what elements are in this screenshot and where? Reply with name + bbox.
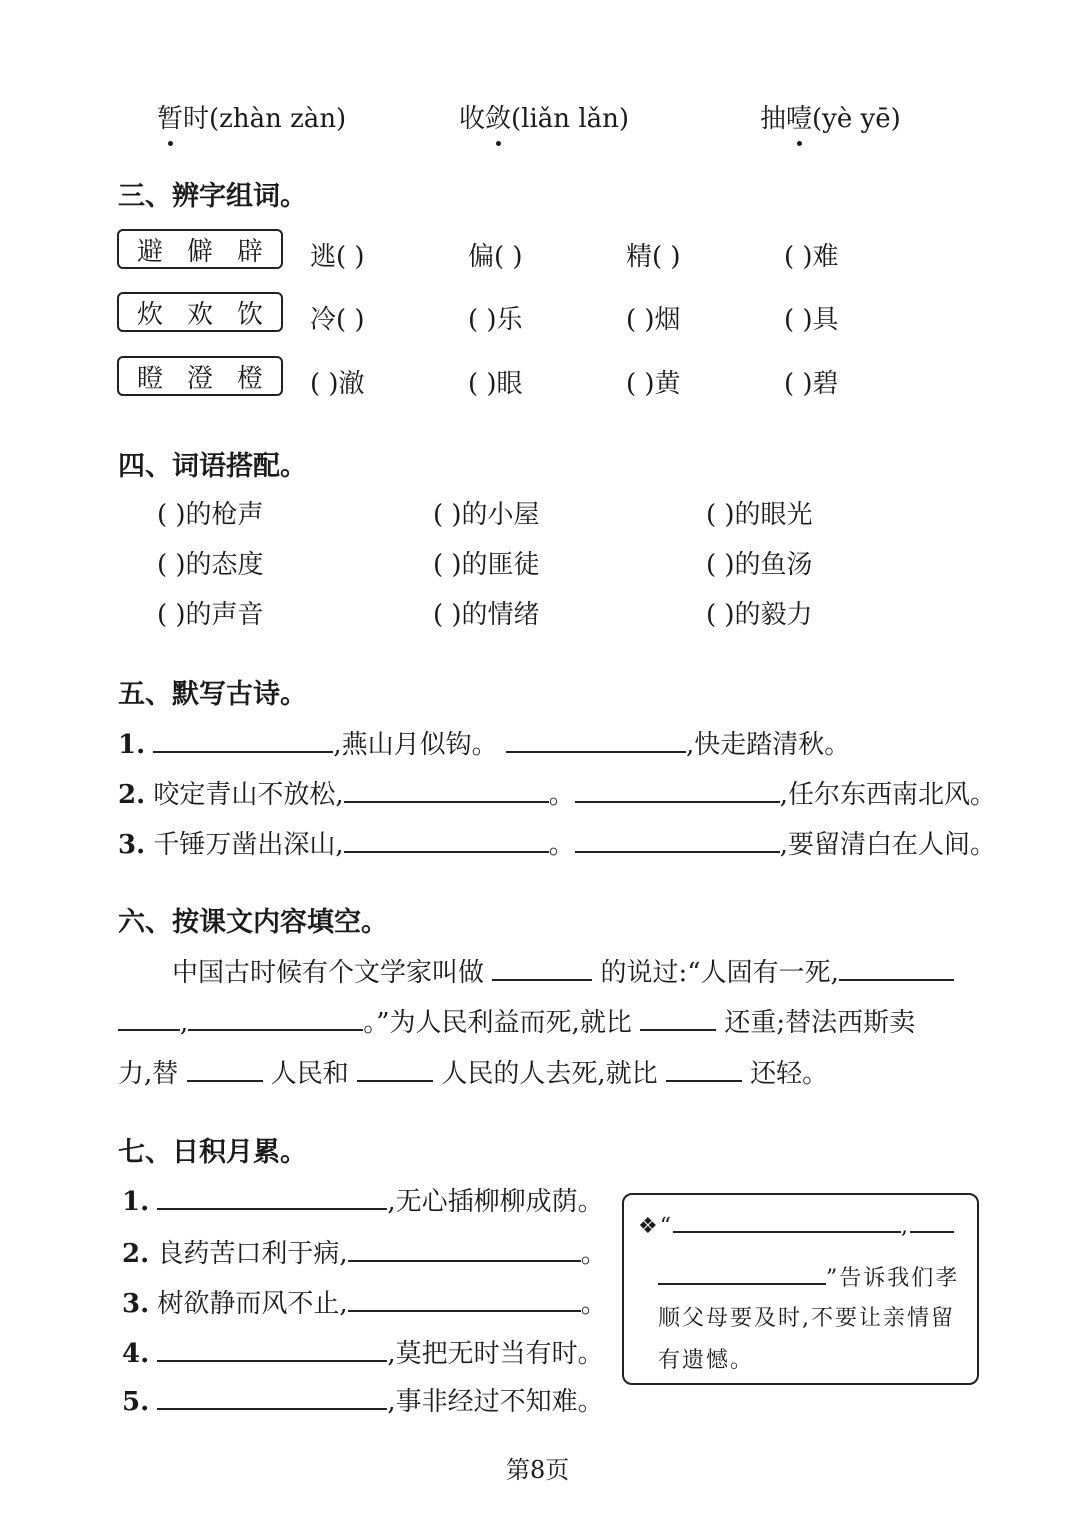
pinyin-item: 暂时(zhàn zàn) <box>157 104 347 134</box>
tip-line-2: ”告诉我们孝 <box>658 1261 959 1292</box>
answer-line[interactable] <box>157 1384 387 1410</box>
answer-line[interactable] <box>575 827 780 853</box>
char-box: 瞪 澄 橙 <box>117 356 283 396</box>
dotted-char: 暂 <box>157 104 184 134</box>
fill-line: , 。”为人民利益而死,就比 还重;替法西斯卖 <box>118 1002 915 1039</box>
dotted-char: 敛 <box>485 104 512 134</box>
poem-line: 2. 咬定青山不放松, 。 ,任尔东西南北风。 <box>118 774 996 811</box>
answer-line[interactable] <box>506 727 686 753</box>
answer-line[interactable] <box>153 727 333 753</box>
word-blank[interactable]: 偏( ) <box>468 242 523 272</box>
word-blank[interactable]: ( )眼 <box>468 369 523 399</box>
collocation-blank[interactable]: ( )的声音 <box>157 600 264 630</box>
section3-heading: 三、辨字组词。 <box>118 181 307 212</box>
collocation-blank[interactable]: ( )的小屋 <box>433 500 540 530</box>
answer-line[interactable] <box>673 1211 901 1233</box>
answer-line[interactable] <box>157 1336 387 1362</box>
answer-line[interactable] <box>575 777 780 803</box>
proverb-line: 4. ,莫把无时当有时。 <box>122 1333 604 1370</box>
answer-line[interactable] <box>344 827 549 853</box>
answer-line[interactable] <box>658 1263 826 1285</box>
answer-line[interactable] <box>188 1005 363 1031</box>
answer-line[interactable] <box>118 1005 180 1031</box>
tip-line-1: ❖“ , <box>638 1211 954 1239</box>
word-blank[interactable]: ( )烟 <box>626 305 681 335</box>
answer-line[interactable] <box>344 777 549 803</box>
word-blank[interactable]: 精( ) <box>626 242 681 272</box>
answer-line[interactable] <box>157 1184 387 1210</box>
word-blank[interactable]: ( )澈 <box>310 369 365 399</box>
word-blank[interactable]: 冷( ) <box>310 305 365 335</box>
pinyin-item: 收敛(liǎn lǎn) <box>459 104 630 134</box>
fill-line: 力,替 人民和 人民的人去死,就比 还轻。 <box>118 1053 828 1090</box>
collocation-blank[interactable]: ( )的匪徒 <box>433 550 540 580</box>
word-blank[interactable]: ( )黄 <box>626 369 681 399</box>
answer-line[interactable] <box>492 955 592 981</box>
tip-line-3: 顺父母要及时,不要让亲情留 <box>658 1306 955 1331</box>
answer-line[interactable] <box>910 1211 954 1233</box>
word-blank[interactable]: ( )难 <box>784 242 839 272</box>
diamond-bullet-icon: ❖“ <box>638 1214 673 1239</box>
dotted-char: 噎 <box>786 104 813 134</box>
answer-line[interactable] <box>187 1056 263 1082</box>
poem-line: 3. 千锤万凿出深山, 。 ,要留清白在人间。 <box>118 824 996 861</box>
word-blank[interactable]: ( )乐 <box>468 305 523 335</box>
collocation-blank[interactable]: ( )的毅力 <box>706 600 813 630</box>
answer-line[interactable] <box>666 1056 742 1082</box>
collocation-blank[interactable]: ( )的态度 <box>157 550 264 580</box>
tip-line-4: 有遗憾。 <box>658 1348 755 1373</box>
section4-heading: 四、词语搭配。 <box>118 451 307 482</box>
word-blank[interactable]: ( )碧 <box>784 369 839 399</box>
section5-heading: 五、默写古诗。 <box>118 679 307 710</box>
word-blank[interactable]: ( )具 <box>784 305 839 335</box>
proverb-line: 3. 树欲静而风不止, 。 <box>122 1283 607 1320</box>
answer-line[interactable] <box>640 1005 716 1031</box>
poem-line: 1. ,燕山月似钩。 ,快走踏清秋。 <box>118 724 850 761</box>
proverb-line: 1. ,无心插柳柳成荫。 <box>122 1181 604 1218</box>
answer-line[interactable] <box>348 1286 581 1312</box>
answer-line[interactable] <box>839 955 954 981</box>
section7-heading: 七、日积月累。 <box>118 1137 307 1168</box>
tip-box <box>622 1193 979 1385</box>
answer-line[interactable] <box>348 1236 581 1262</box>
proverb-line: 5. ,事非经过不知难。 <box>122 1381 604 1418</box>
collocation-blank[interactable]: ( )的情绪 <box>433 600 540 630</box>
answer-line[interactable] <box>357 1056 433 1082</box>
char-box: 炊 欢 饮 <box>117 292 283 332</box>
page-number: 第8页 <box>506 1456 570 1484</box>
collocation-blank[interactable]: ( )的鱼汤 <box>706 550 813 580</box>
collocation-blank[interactable]: ( )的眼光 <box>706 500 813 530</box>
proverb-line: 2. 良药苦口利于病, 。 <box>122 1233 607 1270</box>
char-box: 避 僻 辟 <box>117 229 283 269</box>
collocation-blank[interactable]: ( )的枪声 <box>157 500 264 530</box>
word-blank[interactable]: 逃( ) <box>310 242 365 272</box>
section6-heading: 六、按课文内容填空。 <box>118 907 388 938</box>
pinyin-item: 抽噎(yè yē) <box>760 104 901 134</box>
fill-line: 中国古时候有个文学家叫做 的说过:“人固有一死, <box>172 952 954 989</box>
